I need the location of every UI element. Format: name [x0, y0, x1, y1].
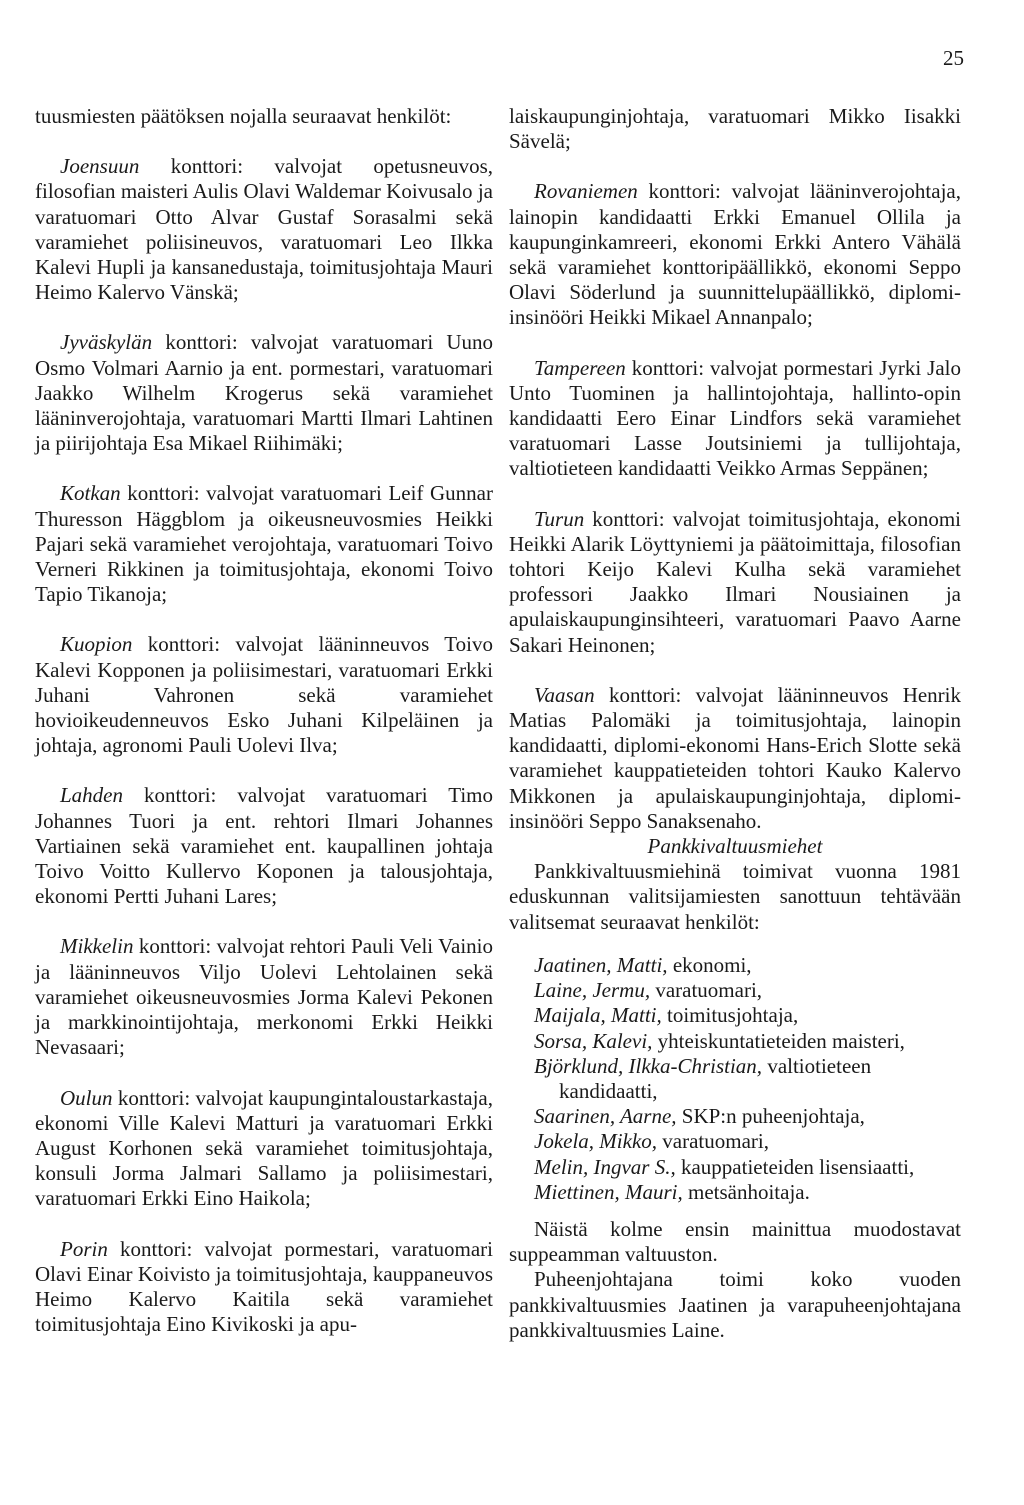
member-title: kauppatieteiden lisensiaatti,	[680, 1154, 915, 1179]
section-heading: Pankkivaltuusmiehet	[647, 834, 823, 859]
list-item	[534, 1155, 961, 1180]
office-text: konttori: valvojat varatuomari Leif Gunnar Thuresson Häggblom ja oikeusneuvosmies Heikki Pajari sekä varamiehet verojohtaja, varatuomari Toivo Verneri Rikkinen ja toimitusjohtaja, ekonomi Toivo Tapio Tikanoja;	[35, 481, 493, 607]
office-paragraph-mikkeli	[35, 934, 493, 1060]
member-name: Saarinen, Aarne,	[534, 1104, 677, 1129]
office-city: Lahden	[60, 783, 123, 808]
list-item	[534, 1029, 961, 1054]
left-column	[35, 104, 493, 1337]
office-city: Jyväskylän	[60, 330, 153, 355]
member-title: varatuomari,	[662, 1129, 769, 1154]
office-city: Oulun	[60, 1085, 113, 1110]
list-item	[534, 1129, 961, 1154]
member-title: varatuomari,	[655, 978, 763, 1003]
office-paragraph-rovaniemi	[509, 179, 961, 330]
office-city: Kotkan	[60, 481, 121, 506]
member-name: Maijala, Matti,	[534, 1003, 662, 1028]
office-paragraph-kuopio	[35, 632, 493, 758]
member-name: Laine, Jermu,	[534, 978, 651, 1003]
list-item	[534, 1180, 961, 1205]
member-title: metsänhoitaja.	[687, 1179, 810, 1204]
office-text: konttori: valvojat toimitusjohtaja, ekonomi Heikki Alarik Löyttyniemi ja päätoimittaja, filosofian tohtori Keijo Kalevi Kulha sekä varamiehet professori Jaakko Ilmari Nousiainen ja apulaiskaupunginsihteeri, varatuomari Paavo Aarne Sakari Heinonen;	[509, 506, 961, 657]
office-text: konttori: valvojat lääninneuvos Henrik Matias Palomäki ja toimitusjohtaja, lainopin kandidaatti, diplomi-ekonomi Hans-Erich Slotte sekä varamiehet kauppatieteiden tohtori Kauko Kalervo Mikkonen ja apulaiskaupunginjohtaja, diplomi-insinööri Seppo Sanaksenaho.	[509, 682, 962, 833]
office-text: konttori: valvojat lääninneuvos Toivo Kalevi Kopponen ja poliisimestari, varatuomari Erkki Juhani Vahronen sekä varamiehet hovioikeudenneuvos Esko Juhani Kilpeläinen ja johtaja, agronomi Pauli Uolevi Ilva;	[35, 632, 493, 758]
member-title: SKP:n puheenjohtaja,	[681, 1104, 865, 1129]
office-paragraph-jyvaskyla	[35, 330, 493, 456]
office-text: konttori: valvojat lääninverojohtaja, lainopin kandidaatti Erkki Emanuel Ollila ja kaupunginkamreeri, ekonomi Erkki Antero Vähälä sekä varamiehet konttoripäällikkö, ekonomi Seppo Olavi Söderlund ja suunnittelupäällikkö, diplomi-insinööri Heikki Mikael Annanpalo;	[509, 179, 961, 330]
list-item	[534, 978, 961, 1003]
member-name: Jokela, Mikko,	[534, 1129, 658, 1154]
office-paragraph-lahti	[35, 783, 493, 909]
member-name: Melin, Ingvar S.,	[534, 1154, 676, 1179]
office-city: Kuopion	[60, 632, 133, 657]
office-city: Rovaniemen	[534, 179, 638, 204]
list-item	[534, 1104, 961, 1129]
office-paragraph-joensuu	[35, 154, 493, 305]
office-paragraph-vaasa	[509, 683, 961, 834]
office-city: Turun	[534, 506, 585, 531]
member-name: Miettinen, Mauri,	[534, 1179, 683, 1204]
office-text: konttori: valvojat opetusneuvos, filosofian maisteri Aulis Olavi Waldemar Koivusalo ja varatuomari Otto Alvar Gustaf Sorasalmi sekä varamiehet poliisineuvos, varatuomari Leo Ilkka Kalevi Hupli ja kansanedustaja, toimitusjohtaja Mauri Heimo Kalervo Vänskä;	[35, 154, 493, 305]
office-paragraph-kotka	[35, 481, 493, 607]
member-title: toimitusjohtaja,	[667, 1003, 799, 1028]
office-city: Tampereen	[534, 355, 626, 380]
closing-paragraph-1: Näistä kolme ensin mainittua muodostavat suppeamman valtuuston.	[509, 1216, 961, 1267]
members-list	[509, 953, 961, 1205]
right-column	[509, 104, 961, 1343]
page-number: 25	[943, 46, 964, 70]
office-city: Vaasan	[534, 682, 595, 707]
office-text: konttori: valvojat varatuomari Uuno Osmo Volmari Aarnio ja ent. pormestari, varatuomari Jaakko Wilhelm Krogerus sekä varamiehet lääninverojohtaja, varatuomari Martti Ilmari Lahtinen ja piirijohtaja Esa Mikael Riihimäki;	[35, 330, 494, 456]
office-city: Joensuun	[60, 154, 140, 179]
list-item	[534, 953, 961, 978]
list-item	[534, 1054, 961, 1104]
list-item	[534, 1003, 961, 1028]
member-name: Björklund, Ilkka-Christian,	[534, 1053, 763, 1078]
intro-paragraph: tuusmiesten päätöksen nojalla seuraavat henkilöt:	[35, 104, 452, 128]
office-text: konttori: valvojat pormestari Jyrki Jalo Unto Tuominen ja hallintojohtaja, hallinto-opin kandidaatti Eero Einar Lindfors sekä varamiehet varatuomari Lasse Joutsiniemi ja tullijohtaja, valtiotieteen kandidaatti Veikko Armas Seppänen;	[509, 355, 961, 481]
closing-paragraph-2: Puheenjohtajana toimi koko vuoden pankkivaltuusmies Jaatinen ja varapuheenjohtajana pankkivaltuusmies Laine.	[509, 1267, 961, 1342]
member-title: ekonomi,	[672, 952, 752, 977]
member-title: valtiotieteen kandidaatti,	[559, 1053, 872, 1103]
section-intro: Pankkivaltuusmiehinä toimivat vuonna 1981 eduskunnan valitsijamiesten sanottuun tehtävään valitsemat seuraavat henkilöt:	[509, 859, 961, 934]
office-paragraph-turku	[509, 507, 961, 658]
office-paragraph-pori	[35, 1237, 493, 1338]
office-text: konttori: valvojat rehtori Pauli Veli Vainio ja lääninneuvos Viljo Uolevi Lehtolainen sekä varamiehet oikeusneuvosmies Jorma Kalevi Pekonen ja markkinointijohtaja, merkonomi Erkki Heikki Nevasaari;	[35, 934, 493, 1060]
office-paragraph-oulu	[35, 1086, 493, 1212]
member-name: Sorsa, Kalevi,	[534, 1028, 653, 1053]
office-paragraph-tampere	[509, 356, 961, 482]
member-name: Jaatinen, Matti,	[534, 952, 668, 977]
office-city: Porin	[60, 1236, 108, 1261]
continuation-paragraph: laiskaupunginjohtaja, varatuomari Mikko Iisakki Sävelä;	[509, 104, 961, 154]
office-city: Mikkelin	[60, 934, 134, 959]
office-text: konttori: valvojat kaupungintaloustarkastaja, ekonomi Ville Kalevi Matturi ja varatuomari Erkki August Korhonen sekä varamiehet toimitusjohtaja, konsuli Jorma Jalmari Sallamo ja poliisimestari, varatuomari Erkki Eino Haikola;	[35, 1085, 494, 1211]
office-text: konttori: valvojat varatuomari Timo Johannes Tuori ja ent. rehtori Ilmari Johannes Vartiainen sekä varamiehet ent. kaupallinen johtaja Toivo Voitto Kullervo Koponen ja talousjohtaja, ekonomi Pertti Juhani Lares;	[35, 783, 493, 909]
office-text: konttori: valvojat pormestari, varatuomari Olavi Einar Koivisto ja toimitusjohtaja, kauppaneuvos Heimo Kalervo Kaitila sekä varamiehet toimitusjohtaja Eino Kivikoski ja apu-	[35, 1236, 494, 1337]
member-title: yhteiskuntatieteiden maisteri,	[657, 1028, 905, 1053]
